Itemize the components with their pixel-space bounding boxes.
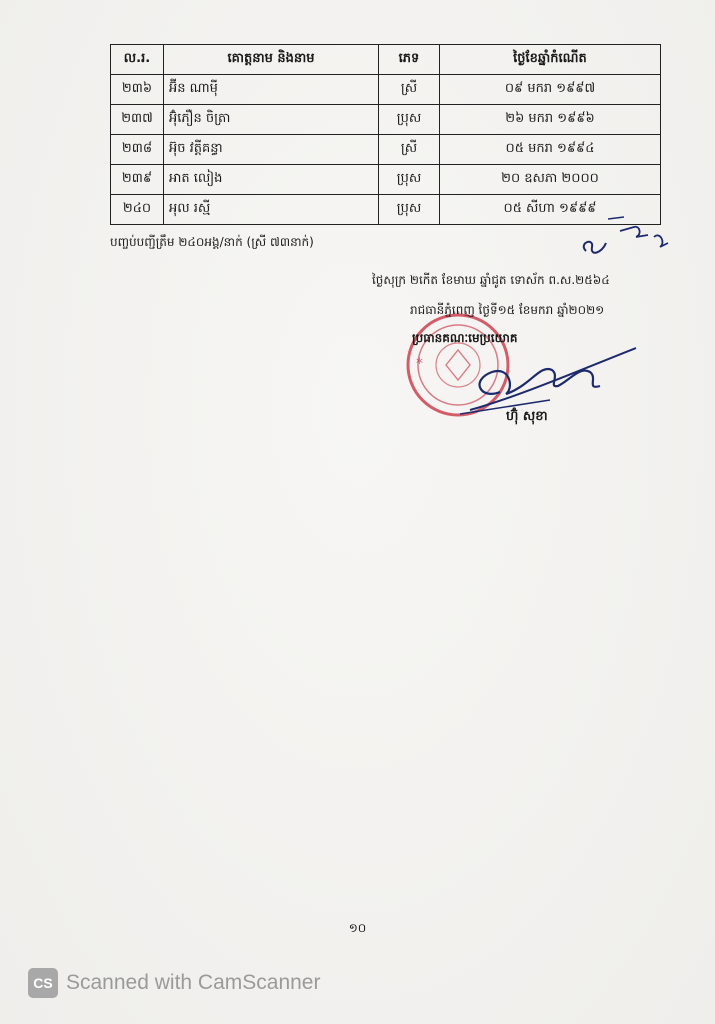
cell-dob: ២០ ឧសភា ២០០០ (440, 165, 661, 195)
signer-title: ប្រធានគណៈមេប្រយោគ (412, 331, 518, 345)
camscanner-watermark (28, 968, 320, 998)
cell-name: អុល រស្មី (164, 195, 379, 225)
cell-dob: ០៥ មករា ១៩៩៤ (440, 135, 661, 165)
initials-signature (568, 213, 678, 263)
cell-no: ២៣៩ (111, 165, 164, 195)
cell-sex: ប្រុស (379, 195, 440, 225)
cell-sex: ប្រុស (379, 105, 440, 135)
lunar-date: ថ្ងៃសុក្រ ២កើត ខែមាឃ ឆ្នាំជូត ទោស័ក ព.ស.២៥៦៤ (372, 273, 610, 287)
solar-date: រាជធានីភ្នំពេញ ថ្ងៃទី១៥ ខែមករា ឆ្នាំ២០២១ (410, 303, 605, 317)
signer-name: ហ៊ុំ សុខា (506, 409, 548, 424)
summary-line: បញ្ចប់បញ្ជីត្រឹម ២៤០អង្គ/នាក់ (ស្រី ៧៣នាក់) (110, 235, 314, 249)
camscanner-logo-icon: CS (28, 968, 58, 998)
cell-dob: ០៩ មករា ១៩៩៧ (440, 75, 661, 105)
cell-dob: ២៦ មករា ១៩៩៦ (440, 105, 661, 135)
cell-name: អាត លៀង (164, 165, 379, 195)
table-row (111, 75, 661, 105)
cell-no: ២៣៧ (111, 105, 164, 135)
cell-dob: ០៥ សីហា ១៩៩៩ (440, 195, 661, 225)
header-no: ល.រ. (111, 45, 164, 75)
watermark-text: Scanned with CamScanner (66, 971, 321, 994)
table-row (111, 165, 661, 195)
cell-no: ២៤០ (111, 195, 164, 225)
cell-sex: ប្រុស (379, 165, 440, 195)
cell-no: ២៣៦ (111, 75, 164, 105)
cell-sex: ស្រី (379, 135, 440, 165)
header-dob: ថ្ងៃខែឆ្នាំកំណើត (440, 45, 661, 75)
page-number: ១០ (348, 921, 367, 935)
table-header-row (111, 45, 661, 75)
cell-name: អ៊ុច វត្តីគន្ធា (164, 135, 379, 165)
header-name: គោត្តនាម និងនាម (164, 45, 379, 75)
cell-sex: ស្រី (379, 75, 440, 105)
cell-name: អ៊ុំភឿន ចិត្រា (164, 105, 379, 135)
svg-text:*: * (416, 356, 423, 372)
roster-table (110, 44, 661, 225)
header-sex: ភេទ (379, 45, 440, 75)
table-row (111, 105, 661, 135)
table-row (111, 135, 661, 165)
cell-name: អ៊ីន ណាម៉ី (164, 75, 379, 105)
handwritten-signature (440, 330, 640, 420)
cell-no: ២៣៨ (111, 135, 164, 165)
